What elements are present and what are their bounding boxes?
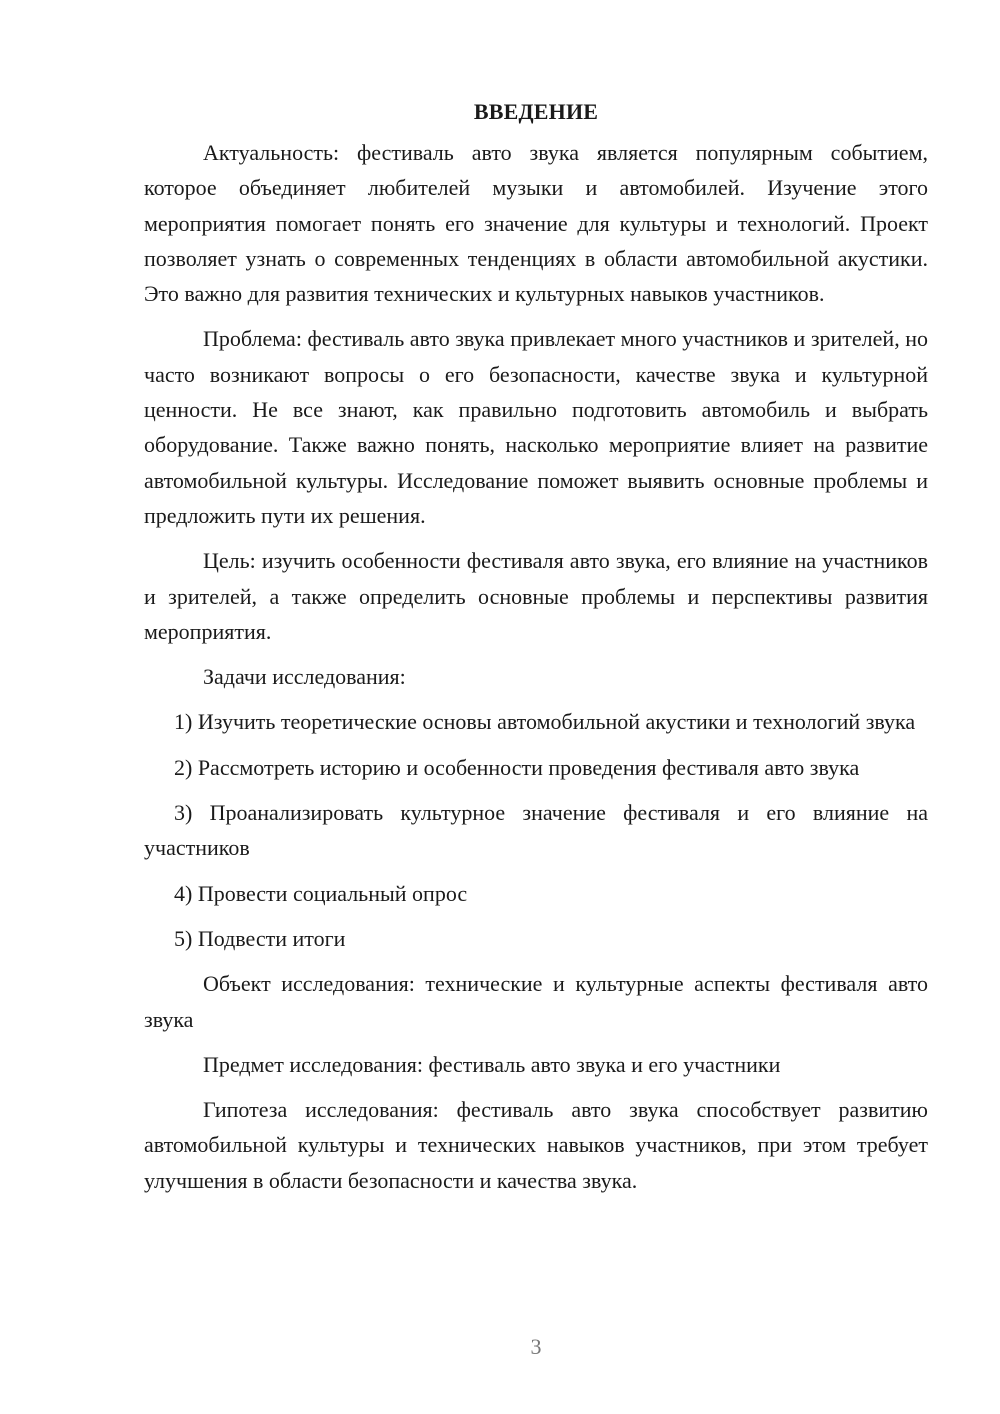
page-number: 3 — [530, 1334, 542, 1359]
document-page — [144, 94, 928, 1208]
paragraph-goal: Цель: изучить особенности фестиваля авто звука, его влияние на участников и зрителей, а также определить основные проблемы и перспективы развития мероприятия. — [144, 548, 928, 644]
task-item-5: 5) Подвести итоги — [174, 925, 346, 951]
paragraph-relevance: Актуальность: фестиваль авто звука является популярным событием, которое объединяет любителей музыки и автомобилей. Изучение этого мероприятия помогает понять его значение для культуры и технологий. Проект позволяет узнать о современных тенденциях в области автомобильной акустики. Это важно для развития технических и культурных навыков участников. — [144, 140, 928, 307]
paragraph-tasks-heading: Задачи исследования: — [203, 664, 406, 690]
task-item-4: 4) Провести социальный опрос — [174, 880, 468, 906]
task-item-1: 1) Изучить теоретические основы автомобильной акустики и технологий звука — [174, 709, 916, 735]
section-title: ВВЕДЕНИЕ — [473, 99, 599, 124]
task-item-2: 2) Рассмотреть историю и особенности проведения фестиваля авто звука — [174, 754, 860, 780]
paragraph-object: Объект исследования: технические и культурные аспекты фестиваля авто звука — [144, 971, 928, 1032]
task-item-3: 3) Проанализировать культурное значение фестиваля и его влияние на участников — [144, 800, 928, 861]
paragraph-problem: Проблема: фестиваль авто звука привлекает много участников и зрителей, но часто возникают вопросы о его безопасности, качестве звука и культурной ценности. Не все знают, как правильно подготовить автомобиль и выбрать оборудование. Также важно понять, насколько мероприятие влияет на развитие автомобильной культуры. Исследование поможет выявить основные проблемы и предложить пути их решения. — [144, 326, 928, 528]
paragraph-hypothesis: Гипотеза исследования: фестиваль авто звука способствует развитию автомобильной культуры и технических навыков участников, при этом требует улучшения в области безопасности и качества звука. — [144, 1097, 928, 1193]
paragraph-subject: Предмет исследования: фестиваль авто звука и его участники — [203, 1051, 781, 1077]
